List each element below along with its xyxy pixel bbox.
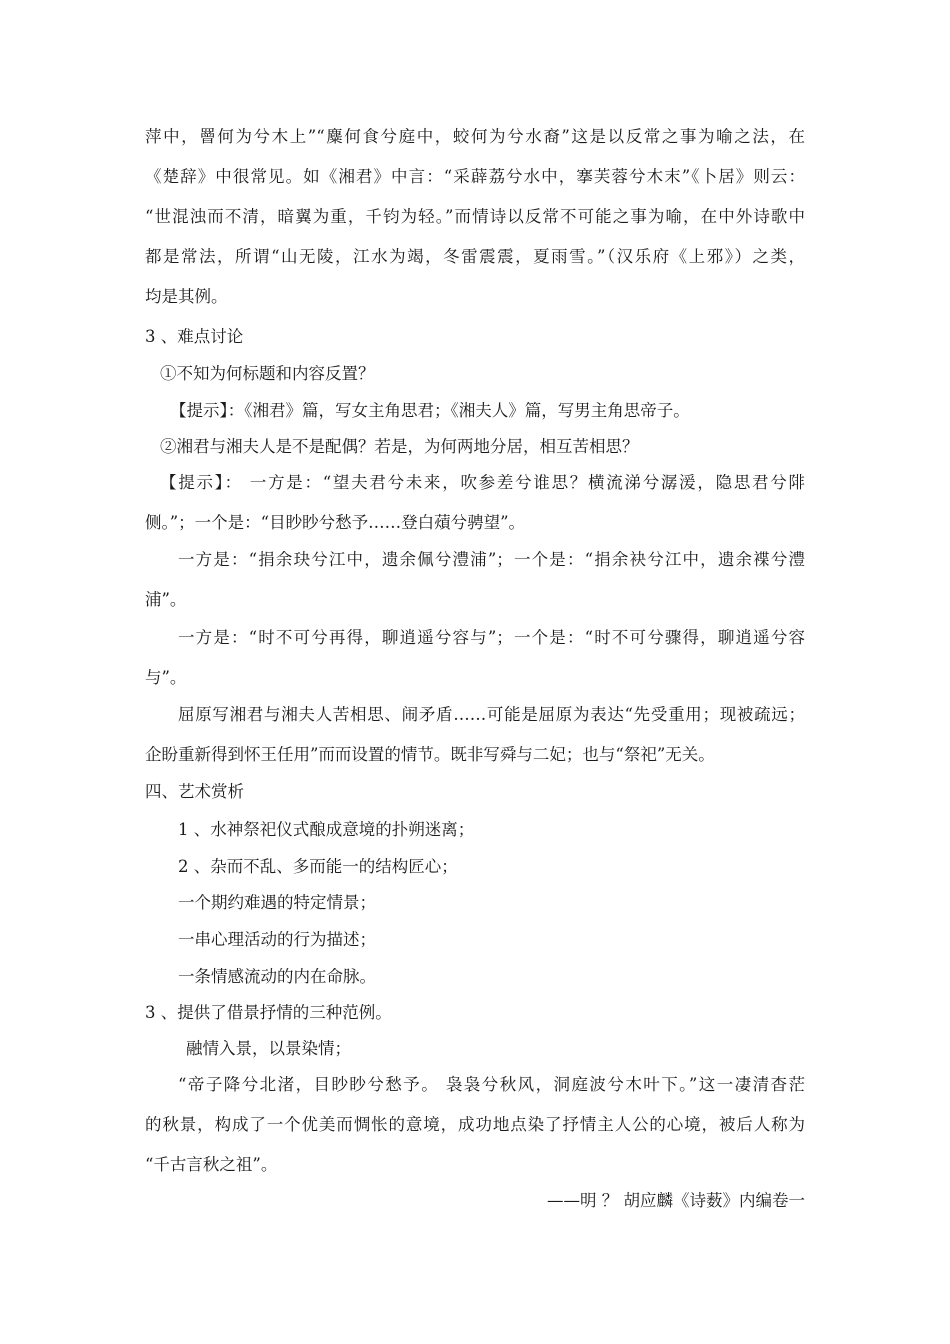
hint-line: 【提示】： 一方是：“望夫君兮未来，吹参差兮谁思？横流涕兮潺湲，隐思君兮陫 — [160, 473, 805, 492]
paragraph-line: 屈原写湘君与湘夫人苦相思、闹矛盾……可能是屈原为表达“先受重用；现被疏远； — [178, 705, 805, 724]
paragraph-line: 都是常法，所谓“山无陵，江水为竭，冬雷震震，夏雨雪。”（汉乐府《上邪》）之类， — [145, 247, 805, 266]
paragraph-line: “千古言秋之祖”。 — [145, 1155, 278, 1174]
paragraph-line: “世混浊而不清，暗翼为重，千钧为轻。”而情诗以反常不可能之事为喻，在中外诗歌中 — [145, 207, 805, 226]
paragraph-line: “帝子降兮北渚，目眇眇兮愁予。 袅袅兮秋风，洞庭波兮木叶下。”这一凄清杳茫 — [178, 1075, 805, 1094]
paragraph-line: 一方是：“时不可兮再得，聊逍遥兮容与”；一个是：“时不可兮骤得，聊逍遥兮容 — [178, 628, 805, 647]
question-item: ②湘君与湘夫人是不是配偶？若是，为何两地分居，相互苦相思？ — [160, 437, 639, 456]
list-item: 一串心理活动的行为描述； — [178, 930, 376, 949]
paragraph-line: 侧。”；一个是：“目眇眇兮愁予……登白薠兮骋望”。 — [145, 513, 526, 532]
list-item: 3 、提供了借景抒情的三种范例。 — [145, 1003, 392, 1022]
paragraph-line: 企盼重新得到怀王任用”而而设置的情节。既非写舜与二妃；也与“祭祀”无关。 — [145, 745, 715, 764]
paragraph-line: 萍中，罾何为兮木上”“麋何食兮庭中，蛟何为兮水裔”这是以反常之事为喻之法，在 — [145, 127, 805, 146]
list-item: 一个期约难遇的特定情景； — [178, 893, 376, 912]
section-heading: 四、艺术赏析 — [145, 782, 244, 801]
paragraph-line: 浦”。 — [145, 590, 187, 609]
paragraph-line: 《楚辞》中很常见。如《湘君》中言：“采薜荔兮水中，搴芙蓉兮木末”《卜居》则云： — [145, 167, 805, 186]
list-item: 2 、杂而不乱、多而能一的结构匠心； — [178, 857, 458, 876]
paragraph-line: 的秋景，构成了一个优美而惆怅的意境，成功地点染了抒情主人公的心境，被后人称为 — [145, 1115, 805, 1134]
hint-line: 【提示】：《湘君》篇，写女主角思君；《湘夫人》篇，写男主角思帝子。 — [170, 401, 690, 420]
attribution: ——明 ？ 胡应麟《诗薮》内编卷一 — [547, 1191, 805, 1210]
list-item: 一条情感流动的内在命脉。 — [178, 967, 376, 986]
list-item: 1 、水神祭祀仪式酿成意境的扑朔迷离； — [178, 820, 475, 839]
paragraph-line: 与”。 — [145, 668, 187, 687]
section-heading: 3 、难点讨论 — [145, 327, 244, 346]
paragraph-line: 一方是：“捐余玦兮江中，遗余佩兮澧浦”；一个是：“捐余袂兮江中，遗余褋兮澧 — [178, 550, 805, 569]
question-item: ①不知为何标题和内容反置？ — [160, 364, 375, 383]
paragraph-line: 均是其例。 — [145, 287, 228, 306]
paragraph-line: 融情入景，以景染情； — [186, 1039, 351, 1058]
